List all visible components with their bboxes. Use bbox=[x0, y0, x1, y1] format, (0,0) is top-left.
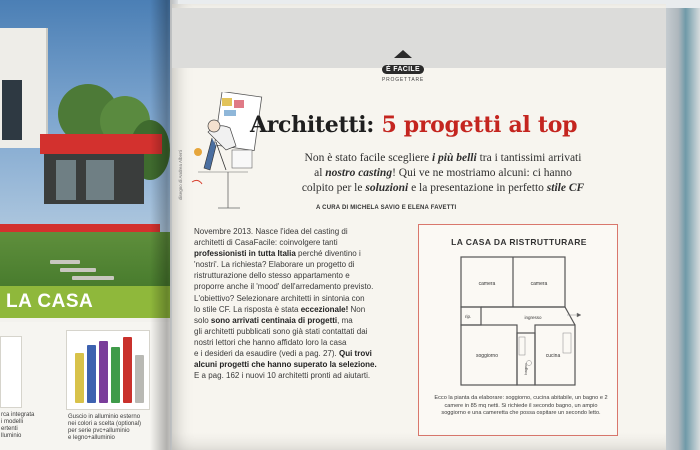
section-label: LA CASA bbox=[6, 291, 94, 312]
floor-plan-title: LA CASA DA RISTRUTTURARE bbox=[451, 237, 587, 247]
house-glass bbox=[56, 160, 76, 200]
red-canopy bbox=[40, 134, 162, 154]
byline: A CURA DI MICHELA SAVIO E ELENA FAVETTI bbox=[316, 205, 457, 211]
architect-sketch-illustration bbox=[188, 92, 266, 212]
page-edge bbox=[664, 8, 700, 450]
profile-grey bbox=[135, 355, 144, 403]
profile-blue bbox=[87, 345, 96, 403]
path-slab bbox=[60, 268, 96, 272]
title-part-1: Architetti: bbox=[250, 112, 382, 138]
house-window bbox=[2, 80, 22, 140]
room-label: camera bbox=[530, 281, 548, 287]
page-bottom-shadow bbox=[172, 432, 666, 450]
page-title bbox=[250, 112, 577, 138]
path-slab bbox=[50, 260, 80, 264]
left-caption: rca integrata i modelli ertenti lluminio bbox=[1, 412, 35, 439]
room-label: ingresso bbox=[524, 315, 542, 320]
right-caption: Guscio in alluminio esterno nei colori a scelta (optional) per serie pvc+alluminio e legno+alluminio bbox=[68, 414, 142, 441]
room-label: rip. bbox=[465, 314, 472, 319]
logo-subtitle: PROGETTARE bbox=[381, 77, 425, 83]
color-swatch-image bbox=[66, 330, 150, 410]
room-label: soggiorno bbox=[476, 353, 498, 359]
room-label: bagno bbox=[523, 363, 528, 375]
body-text: Novembre 2013. Nasce l'idea del casting di architetti di CasaFacile: coinvolgere tanti professionisti in tutta Italia perché diventino i 'nostri'. La richiesta? Elaborare un progetto di ristrutturazione dello stesso appartamento e proporre anche il 'mood' dell'arredamento previsto. L'obiettivo? Selezionare architetti in sintonia con lo stile CF. La risposta è stata eccezionale! Non solo sono arrivati centinaia di progetti, ma gli architetti pubblicati sono già stati contattati dai nostri lettori che hanno affidato loro la casa e i desideri da esaudire (vedi a pag. 27). Qui trovi alcuni progetti che hanno superato la selezione. E a pag. 162 i nuovi 10 architetti pronti ad aiutarti. bbox=[194, 227, 377, 381]
profile-green bbox=[111, 347, 120, 403]
article-page bbox=[172, 4, 666, 450]
product-image bbox=[0, 336, 22, 408]
house-roof-icon bbox=[394, 50, 412, 58]
house-glass bbox=[86, 160, 114, 200]
facing-page bbox=[0, 0, 170, 450]
room-label: camera bbox=[478, 281, 496, 287]
section-logo bbox=[378, 50, 428, 83]
intro-paragraph: Non è stato facile scegliere i più belli tra i tantissimi arrivati al nostro casting! Qui ve ne mostriamo alcuni: ci hanno colpito per le soluzioni e la presentazione in perfetto stile CF bbox=[301, 152, 585, 194]
profile-purple bbox=[99, 341, 108, 403]
path-slab bbox=[72, 276, 114, 280]
room-label: cucina bbox=[545, 353, 561, 359]
lawn bbox=[0, 232, 170, 292]
profile-yellow bbox=[75, 353, 84, 403]
floor-plan-caption: Ecco la pianta da elaborare: soggiorno, cucina abitabile, un bagno e 2 camere in 85 mq netti. Si richiede il secondo bagno, un ampio soggiorno e una cameretta che possa ospitare un secondo letto. bbox=[434, 395, 608, 417]
illustration-credit: disegno di Andrea Alberti bbox=[178, 150, 183, 200]
floor-plan-drawing bbox=[457, 253, 589, 389]
title-part-2: 5 progetti al top bbox=[381, 112, 578, 138]
logo-badge: È FACILE bbox=[382, 65, 424, 74]
profile-red bbox=[123, 337, 132, 403]
floor-plan-box bbox=[418, 224, 618, 436]
